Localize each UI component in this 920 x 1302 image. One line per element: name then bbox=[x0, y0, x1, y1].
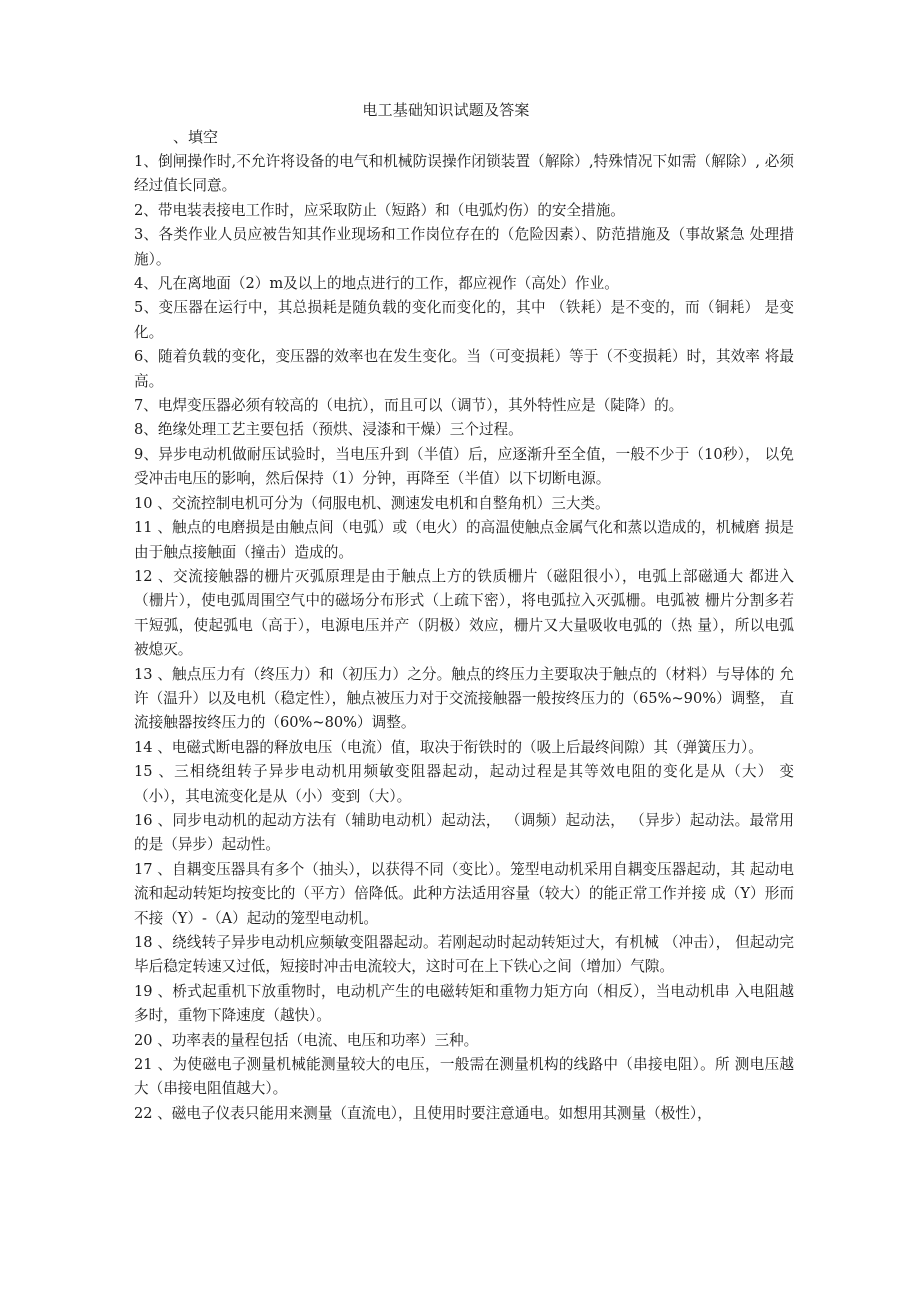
question-item: 18 、绕线转子异步电动机应频敏变阻器起动。若刚起动时起动转矩过大，有机械 （冲击）， 但起动完毕后稳定转速又过低，短接时冲击电流较大，这时可在上下铁心之间（增加）气隙。 bbox=[134, 934, 794, 976]
question-item: 15 、三相绕组转子异步电动机用频敏变阻器起动，起动过程是其等效电阻的变化是从（大） 变（小），其电流变化是从（小）变到（大）。 bbox=[134, 763, 794, 805]
question-item: 12 、交流接触器的栅片灭弧原理是由于触点上方的铁质栅片（磁阻很小），电弧上部磁通大 都进入（栅片），使电弧周围空气中的磁场分布形式（上疏下密），将电弧拉入灭弧栅。电弧被 栅片分割多若干短弧，使起弧电（高于），电源电压并产（阴极）效应，栅片又大量吸收电弧的（热 量），所以电弧被熄灭。 bbox=[134, 567, 794, 659]
question-item: 8、绝缘处理工艺主要包括（预烘、浸漆和干燥）三个过程。 bbox=[134, 421, 523, 439]
question-item: 21 、为使磁电子测量机械能测量较大的电压，一般需在测量机构的线路中（串接电阻）。所 测电压越大（串接电阻值越大）。 bbox=[134, 1056, 794, 1098]
question-item: 6、随着负载的变化，变压器的效率也在发生变化。当（可变损耗）等于（不变损耗）时，其效率 将最高。 bbox=[134, 348, 794, 390]
section-heading: 、填空 bbox=[173, 128, 219, 146]
question-item: 14 、电磁式断电器的释放电压（电流）值，取决于衔铁时的（吸上后最终间隙）其（弹簧压力）。 bbox=[134, 738, 763, 756]
question-list bbox=[134, 150, 794, 1126]
question-item: 10 、交流控制电机可分为（伺服电机、测速发电机和自整角机）三大类。 bbox=[134, 494, 610, 512]
question-item: 11 、触点的电磨损是由触点间（电弧）或（电火）的高温使触点金属气化和蒸以造成的，机械磨 损是由于触点接触面（撞击）造成的。 bbox=[134, 519, 794, 561]
question-item: 22 、磁电子仪表只能用来测量（直流电），且使用时要注意通电。如想用其测量（极性）， bbox=[134, 1104, 712, 1122]
question-item: 13 、触点压力有（终压力）和（初压力）之分。触点的终压力主要取决于触点的（材料）与导体的 允许（温升）以及电机（稳定性），触点被压力对于交流接触器一般按终压力的（65%~90%）调整， 直流接触器按终压力的（60%~80%）调整。 bbox=[134, 665, 794, 732]
question-item: 19 、桥式起重机下放重物时，电动机产生的电磁转矩和重物力矩方向（相反），当电动机串 入电阻越多时，重物下降速度（越快）。 bbox=[134, 982, 794, 1025]
question-item: 1、倒闸操作时,不允许将设备的电气和机械防误操作闭锁装置（解除）,特殊情况下如需（解除）, 必须经过值长同意。 bbox=[134, 153, 794, 195]
document-title: 电工基础知识试题及答案 bbox=[362, 101, 530, 119]
question-item: 3、各类作业人员应被告知其作业现场和工作岗位存在的（危险因素）、防范措施及（事故紧急 处理措施）。 bbox=[134, 226, 794, 268]
question-item: 2、带电装表接电工作时，应采取防止（短路）和（电弧灼伤）的安全措施。 bbox=[134, 201, 625, 219]
question-item: 7、电焊变压器必须有较高的（电抗），而且可以（调节），其外特性应是（陡降）的。 bbox=[134, 397, 684, 415]
question-item: 9、异步电动机做耐压试验时，当电压升到（半值）后，应逐渐升至全值，一般不少于（10秒）， 以免受冲击电压的影响，然后保持（1）分钟，再降至（半值）以下切断电源。 bbox=[134, 445, 794, 488]
question-item: 4、凡在离地面（2）m及以上的地点进行的工作，都应视作（高处）作业。 bbox=[134, 275, 619, 293]
question-item: 17 、自耦变压器具有多个（抽头），以获得不同（变比）。笼型电动机采用自耦变压器起动，其 起动电流和起动转矩均按变比的（平方）倍降低。此种方法适用容量（较大）的能正常工作并接 成（Y）形而不接（Y）-（A）起动的笼型电动机。 bbox=[134, 860, 794, 927]
question-item: 20 、功率表的量程包括（电流、电压和功率）三种。 bbox=[134, 1031, 479, 1049]
question-item: 16 、同步电动机的起动方法有（辅助电动机）起动法， （调频）起动法， （异步）起动法。最常用 的是（异步）起动性。 bbox=[134, 811, 794, 854]
question-item: 5、变压器在运行中，其总损耗是随负载的变化而变化的，其中 （铁耗）是不变的，而（铜耗） 是变化。 bbox=[134, 299, 794, 341]
